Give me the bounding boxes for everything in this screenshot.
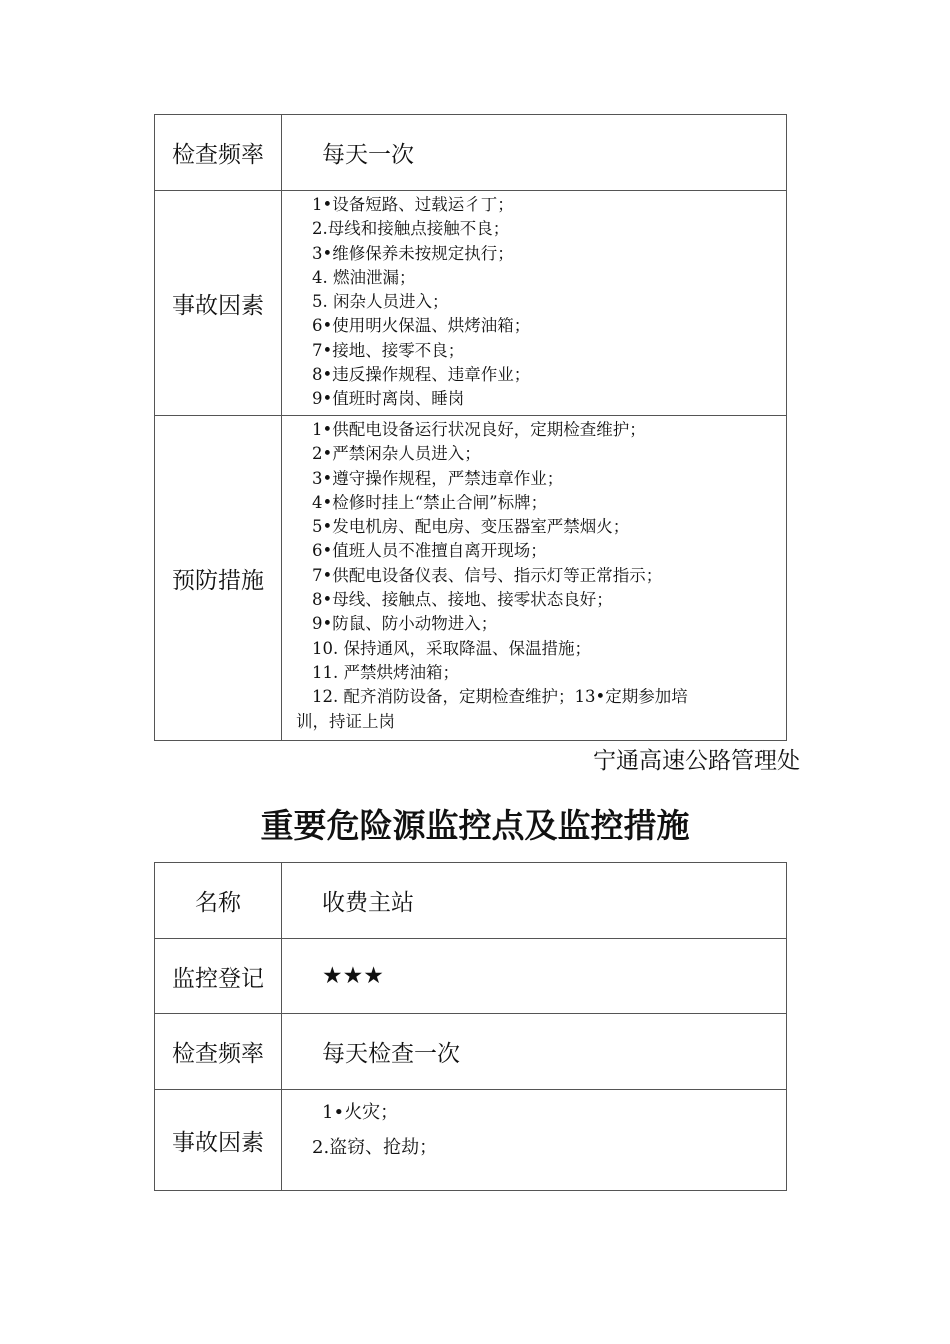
list-item: 6•值班人员不准擅自离开现场； xyxy=(312,541,547,561)
list-item: 9•防鼠、防小动物进入； xyxy=(312,614,498,634)
list-item: 12. 配齐消防设备，定期检查维护；13•定期参加培 xyxy=(312,687,688,707)
prevention-measures-label: 预防措施 xyxy=(155,416,282,740)
prevention-measures-list xyxy=(282,416,786,740)
list-item: 8•违反操作规程、违章作业； xyxy=(312,365,531,385)
list-item: 1•火灾； xyxy=(322,1102,399,1123)
accident-factors-list xyxy=(282,1090,786,1190)
list-item: 2.盗窃、抢劫； xyxy=(312,1137,438,1158)
accident-factors-label: 事故因素 xyxy=(155,191,282,415)
list-item: 8•母线、接触点、接地、接零状态良好； xyxy=(312,590,613,610)
list-item: 7•供配电设备仪表、信号、指示灯等正常指示； xyxy=(312,565,663,585)
monitoring-level-label: 监控登记 xyxy=(155,939,282,1013)
table-row xyxy=(155,1014,786,1090)
table-row xyxy=(155,863,786,939)
page-title: 重要危险源监控点及监控措施 xyxy=(260,806,690,845)
list-item: 训，持证上岗 xyxy=(296,711,395,731)
list-item: 2.母线和接触点接触不良； xyxy=(312,219,510,239)
check-frequency-label: 检查频率 xyxy=(155,1014,282,1089)
list-item: 3•遵守操作规程，严禁违章作业； xyxy=(312,468,564,488)
check-frequency-label: 检查频率 xyxy=(155,115,282,190)
check-frequency-value: 每天检查一次 xyxy=(322,1041,460,1067)
list-item: 1•设备短路、过载运彳丁； xyxy=(312,195,514,214)
name-value: 收费主站 xyxy=(322,890,414,916)
accident-factors-label: 事故因素 xyxy=(155,1090,282,1190)
accident-factors-list xyxy=(282,191,786,415)
table-row xyxy=(155,416,786,740)
list-item: 10. 保持通风，采取降温、保温措施； xyxy=(312,638,591,658)
table-row xyxy=(155,1090,786,1190)
table-row xyxy=(155,115,786,191)
list-item: 5. 闲杂人员进入； xyxy=(312,292,449,312)
list-item: 3•维修保养未按规定执行； xyxy=(312,243,514,263)
organization-name: 宁通高速公路管理处 xyxy=(593,748,800,774)
check-frequency-value: 每天一次 xyxy=(322,142,414,168)
list-item: 4•检修时挂上“禁止合闸”标牌； xyxy=(312,492,548,512)
table-row xyxy=(155,191,786,416)
list-item: 11. 严禁烘烤油箱； xyxy=(312,662,459,682)
list-item: 1•供配电设备运行状况良好，定期检查维护； xyxy=(312,420,646,439)
name-label: 名称 xyxy=(155,863,282,938)
list-item: 4. 燃油泄漏； xyxy=(312,267,416,287)
list-item: 9•值班时离岗、睡岗 xyxy=(312,389,465,409)
list-item: 6•使用明火保温、烘烤油箱； xyxy=(312,316,531,336)
list-item: 5•发电机房、配电房、变压器室严禁烟火； xyxy=(312,517,630,537)
hazard-table-continued xyxy=(154,114,787,741)
monitoring-level-stars: ★★★ xyxy=(322,963,384,989)
hazard-monitoring-table xyxy=(154,862,787,1191)
list-item: 7•接地、接零不良； xyxy=(312,340,465,360)
list-item: 2•严禁闲杂人员进入； xyxy=(312,444,481,464)
table-row xyxy=(155,939,786,1014)
